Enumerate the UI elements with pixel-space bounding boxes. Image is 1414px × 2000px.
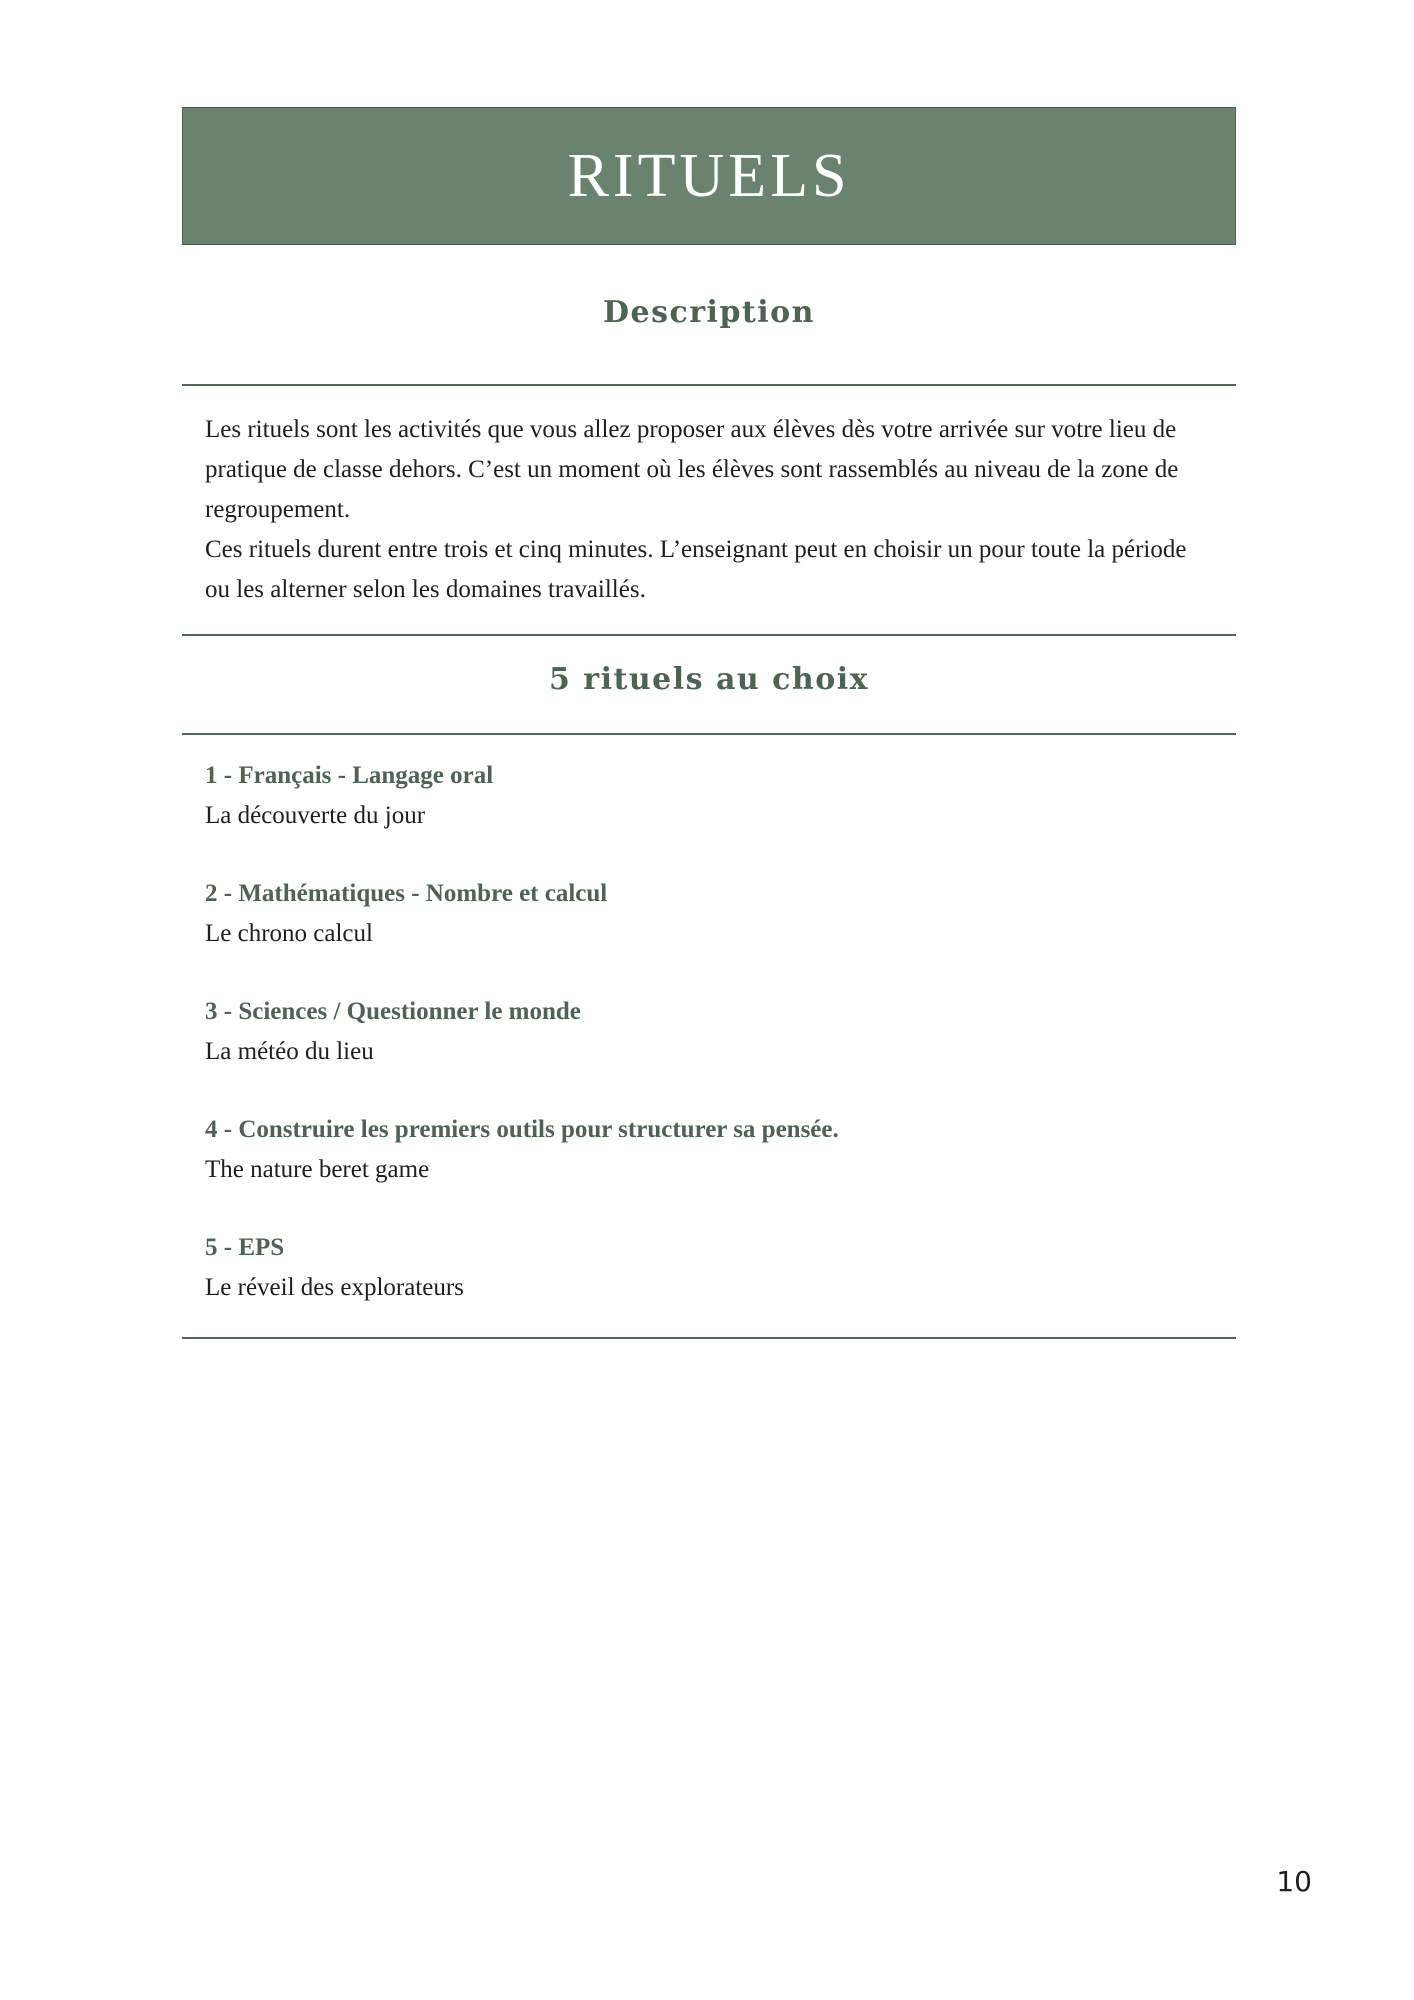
list-item [205,1228,1215,1308]
list-item [205,1110,1215,1190]
list-item [205,992,1215,1072]
rituals-heading: 5 rituels au choix [548,662,870,697]
ritual-domain: 3 - Sciences / Questionner le monde [205,998,581,1025]
ritual-title: La découverte du jour [205,802,426,829]
page-title: RITUELS [567,142,851,210]
description-text [205,410,1215,610]
ritual-domain: 2 - Mathématiques - Nombre et calcul [205,880,608,907]
ritual-domain: 4 - Construire les premiers outils pour structurer sa pensée. [205,1116,839,1143]
ritual-domain: 5 - EPS [205,1234,285,1261]
ritual-title: Le réveil des explorateurs [205,1274,464,1301]
ritual-title: The nature beret game [205,1156,430,1183]
description-heading: Description [602,295,815,330]
list-item [205,756,1215,836]
ritual-title: Le chrono calcul [205,920,373,947]
description-paragraph-2: Ces rituels durent entre trois et cinq minutes. L’enseignant peut en choisir un pour toute la période ou les alterner selon les domaines travaillés. [205,536,1187,603]
description-paragraph-1: Les rituels sont les activités que vous allez proposer aux élèves dès votre arrivée sur votre lieu de pratique de classe dehors. C’est un moment où les élèves sont rassemblés au niveau de la zone de regroupement. [205,416,1179,523]
divider [182,634,1236,636]
page-number: 10 [1276,1865,1312,1898]
ritual-title: La météo du lieu [205,1038,374,1065]
title-banner [182,107,1236,245]
list-item [205,874,1215,954]
divider [182,733,1236,735]
divider [182,384,1236,386]
rituals-list [205,756,1215,1346]
ritual-domain: 1 - Français - Langage oral [205,762,494,789]
divider [182,1337,1236,1339]
